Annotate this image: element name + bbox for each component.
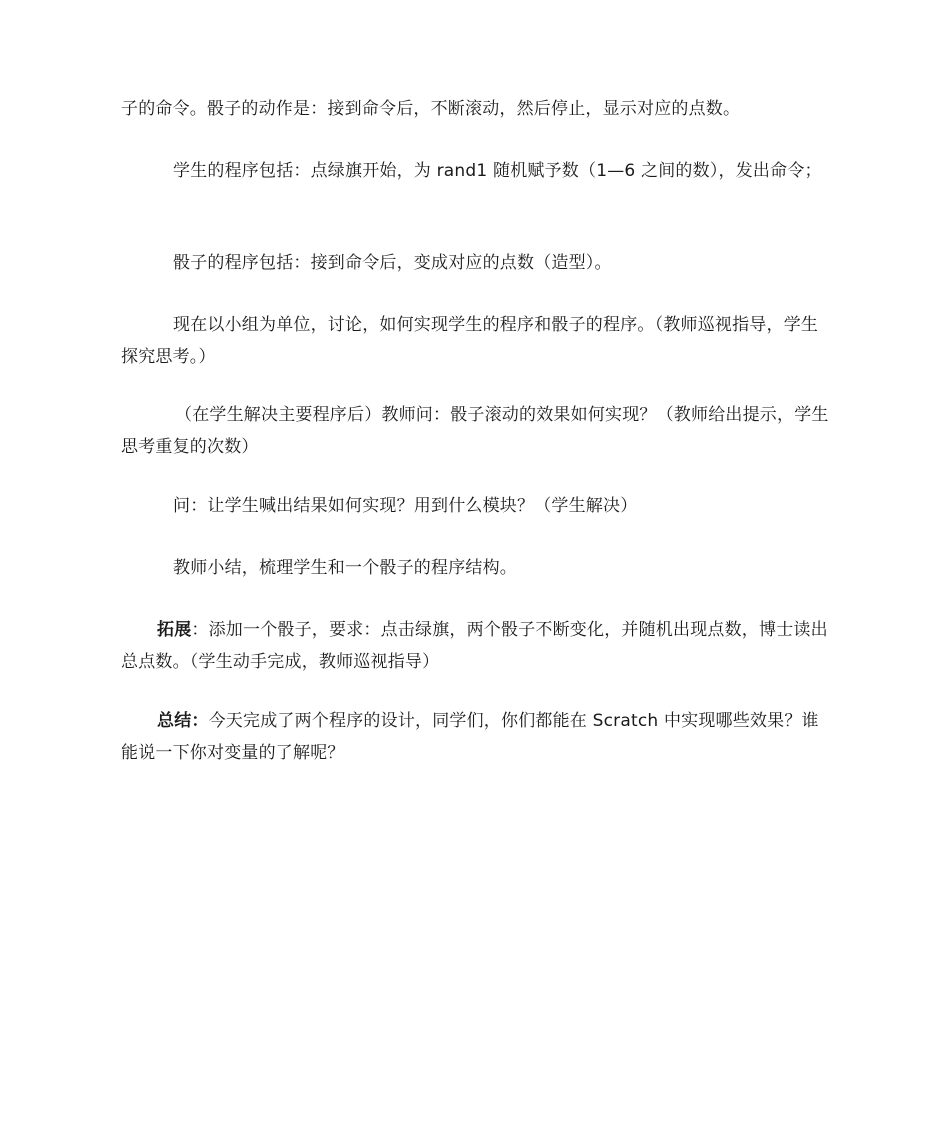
- paragraph-text: 骰子的程序包括：接到命令后，变成对应的点数（造型）。: [173, 253, 612, 273]
- paragraph-text: 现在以小组为单位，讨论，如何实现学生的程序和骰子的程序。（教师巡视指导，学生探究思考。）: [121, 315, 819, 367]
- paragraph-dice-program: [121, 247, 833, 279]
- paragraph-teacher-summary: [121, 552, 833, 584]
- paragraph-student-program: [121, 155, 833, 187]
- paragraph-text: （在学生解决主要程序后）教师问：骰子滚动的效果如何实现？（教师给出提示，学生思考重复的次数）: [121, 405, 829, 457]
- paragraph-group-discussion: [121, 309, 833, 373]
- paragraph-text: ：添加一个骰子，要求：点击绿旗，两个骰子不断变化，并随机出现点数，博士读出总点数。（学生动手完成，教师巡视指导）: [121, 620, 828, 672]
- paragraph-text: 子的命令。骰子的动作是：接到命令后，不断滚动，然后停止，显示对应的点数。: [121, 99, 741, 119]
- paragraph-result-question: [121, 490, 833, 522]
- paragraph-text: 问：让学生喊出结果如何实现？用到什么模块？（学生解决）: [173, 496, 638, 516]
- paragraph-text: 今天完成了两个程序的设计，同学们，你们都能在 Scratch 中实现哪些效果？谁能说一下你对变量的了解呢？: [121, 711, 819, 763]
- extension-lead: 拓展: [157, 620, 192, 640]
- paragraph-conclusion: [121, 705, 833, 769]
- paragraph-extension: [121, 614, 833, 678]
- paragraph-text: 学生的程序包括：点绿旗开始，为 rand1 随机赋予数（1—6 之间的数），发出命令；: [173, 161, 822, 181]
- conclusion-lead: 总结：: [157, 711, 209, 731]
- paragraph-dice-command: [121, 93, 833, 125]
- paragraph-text: 教师小结，梳理学生和一个骰子的程序结构。: [173, 558, 517, 578]
- paragraph-teacher-question: [121, 399, 833, 463]
